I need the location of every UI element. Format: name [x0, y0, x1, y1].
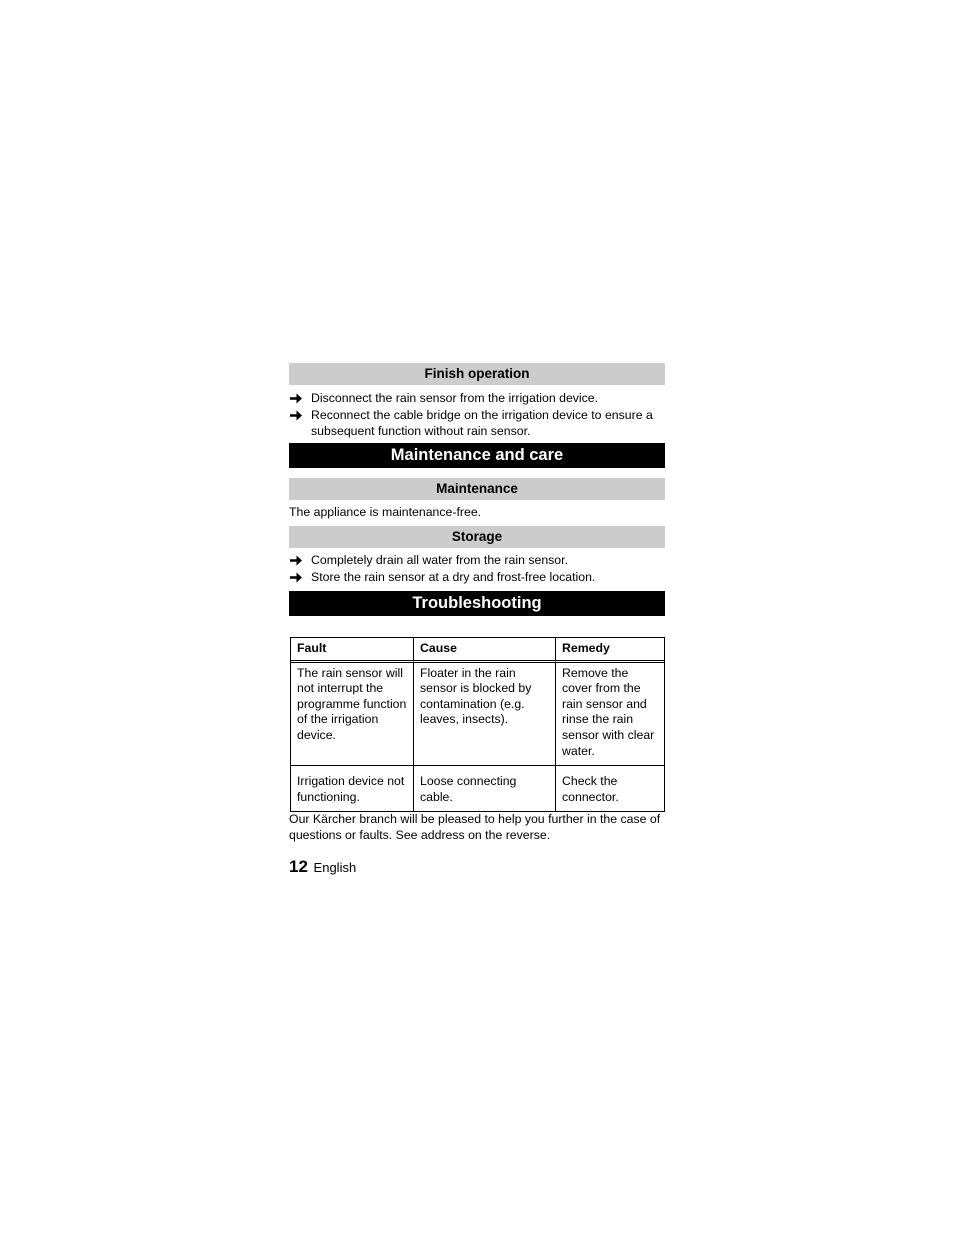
finish-operation-heading: Finish operation — [289, 363, 665, 385]
troubleshooting-table — [290, 637, 665, 813]
fault-cell: Irrigation device not functioning. — [291, 766, 414, 811]
step-text: Completely drain all water from the rain sensor. — [311, 552, 568, 567]
column-header-remedy: Remedy — [556, 638, 664, 663]
list-item — [289, 553, 665, 569]
storage-heading: Storage — [289, 526, 665, 548]
step-text: Disconnect the rain sensor from the irrigation device. — [311, 391, 599, 405]
list-item — [289, 408, 665, 439]
step-text: Reconnect the cable bridge on the irrigation device to ensure a subsequent function without rain sensor. — [311, 408, 653, 438]
step-text: Store the rain sensor at a dry and frost-free location. — [311, 569, 596, 584]
page-language: English — [313, 860, 357, 875]
page-number: 12 — [289, 857, 308, 876]
remedy-cell: Check the connector. — [562, 774, 619, 804]
fault-cell: The rain sensor will not interrupt the programme function of the irrigation device. — [291, 663, 414, 767]
arrow-right-icon — [289, 408, 303, 423]
document-column — [289, 363, 665, 844]
table-row — [291, 766, 664, 811]
troubleshooting-heading: Troubleshooting — [289, 591, 665, 616]
storage-steps — [289, 553, 665, 586]
maintenance-text: The appliance is maintenance-free. — [289, 505, 482, 520]
column-header-fault: Fault — [291, 638, 414, 663]
maintenance-and-care-heading: Maintenance and care — [289, 443, 665, 468]
table-header-row — [291, 638, 664, 663]
list-item — [289, 570, 665, 586]
table-row — [291, 663, 664, 767]
remedy-cell: Remove the cover from the rain sensor and rinse the rain sensor with clear water. — [556, 663, 664, 767]
page-footer — [289, 857, 356, 877]
arrow-right-icon — [289, 391, 303, 406]
cause-cell: Loose connecting cable. — [414, 766, 556, 811]
arrow-right-icon — [289, 553, 303, 568]
column-header-cause: Cause — [414, 638, 556, 663]
list-item — [289, 391, 665, 407]
troubleshooting-note: Our Kärcher branch will be pleased to help you further in the case of questions or faults. See address on the reverse. — [289, 812, 661, 842]
arrow-right-icon — [289, 570, 303, 585]
cause-cell: Floater in the rain sensor is blocked by contamination (e.g. leaves, insects). — [414, 663, 556, 767]
maintenance-heading: Maintenance — [289, 478, 665, 500]
finish-operation-steps — [289, 391, 665, 439]
